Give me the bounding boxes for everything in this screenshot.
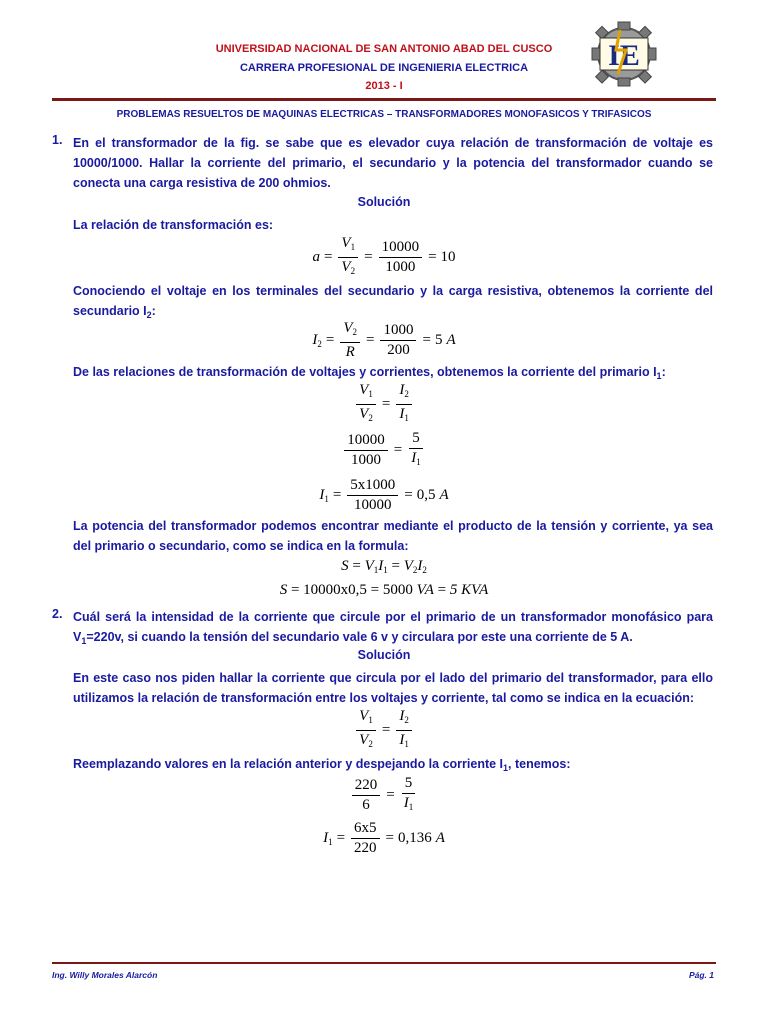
problem-2-replace: Reemplazando valores en la relación anterior y despejando la corriente $I_1$, tenemos: [73,757,571,773]
university-name: UNIVERSIDAD NACIONAL DE SAN ANTONIO ABAD DEL CUSCO [215,43,553,55]
equation-ratio-currents-2: $\frac{V_1}{V_2}$ = $\frac{I_2}{I_1}$ [0,708,768,753]
equation-ratio: a = $\frac{V_1}{V_2}$ = $\frac{10000}{1000}$ = 10 [312,235,456,276]
equation-primary-current-2: $I_1$ = $\frac{6x5}{220}$ = 0,136 A [323,820,445,856]
power-intro: La potencia del transformador podemos encontrar mediante el producto de la tensión y corriente, ya sea del primario o secundario, como se indica en la formula: [73,519,713,553]
equation-secondary-current: $I_2$ = $\frac{V_2}{R}$ = $\frac{1000}{200}$ = 5 A [312,320,456,360]
problem-2-statement: Cuál será la intensidad de la corriente que circule por el primario de un transformador monofásico para $V_1=220v$, si cuando la tensión del secundario vale 6 v y circulara por este una corriente de 5 A. [73,610,713,646]
problem-2-solution-label: Solución [357,648,411,662]
primary-current-intro: De las relaciones de transformación de voltajes y corrientes, obtenemos la corriente del primario $I_1$: [73,365,666,381]
problem-1-statement: En el transformador de la fig. se sabe que es elevador cuya relación de transformación de voltaje es 10000/1000. Hallar la corriente del primario, el secundario y la potencia del transformador cuando se conecta una carga resistiva de 200 ohmios. [73,136,713,190]
document-subtitle: PROBLEMAS RESUELTOS DE MAQUINAS ELECTRICAS – TRANSFORMADORES MONOFASICOS Y TRIFASICOS [116,109,652,120]
problem-1-number: 1. [52,133,63,147]
semester: 2013 - I [365,80,403,92]
problem-2-intro: En este caso nos piden hallar la corriente que circula por el lado del primario del transformador, para ello utilizamos la relación de transformación entre los voltajes y corriente, tal como se indica en la ecuación: [73,671,713,705]
page-number: Pág. 1 [688,970,714,980]
equation-substitution: $\frac{10000}{1000}$ = $\frac{5}{I_1}$ [0,430,768,471]
career-name: CARRERA PROFESIONAL DE INGENIERIA ELECTRICA [239,62,529,74]
equation-primary-current: $I_1$ = $\frac{5x1000}{10000}$ = 0,5 A [319,477,449,513]
equation-power-result: S = 10000x0,5 = 5000 VA = 5 KVA [279,582,489,598]
footer-rule [52,962,716,964]
equation-ratio-currents: $\frac{V_1}{V_2}$ = $\frac{I_2}{I_1}$ [0,382,768,427]
ie-logo-icon [578,16,670,88]
equation-power-formula: $S = V_1I_1 = V_2I_2$ [341,558,427,575]
problem-2-number: 2. [52,607,63,621]
footer-author: Ing. Willy Morales Alarcón [52,970,158,980]
header-rule [52,98,716,101]
equation-substitution-2: $\frac{220}{6}$ = $\frac{5}{I_1}$ [0,775,768,816]
problem-1-solution-label: Solución [357,195,411,209]
logo-text: IE [608,39,640,72]
secondary-current-intro: Conociendo el voltaje en los terminales del secundario y la carga resistiva, obtenemos la corriente del secundario $I_2$: [73,284,713,320]
ratio-intro: La relación de transformación es: [73,218,274,232]
